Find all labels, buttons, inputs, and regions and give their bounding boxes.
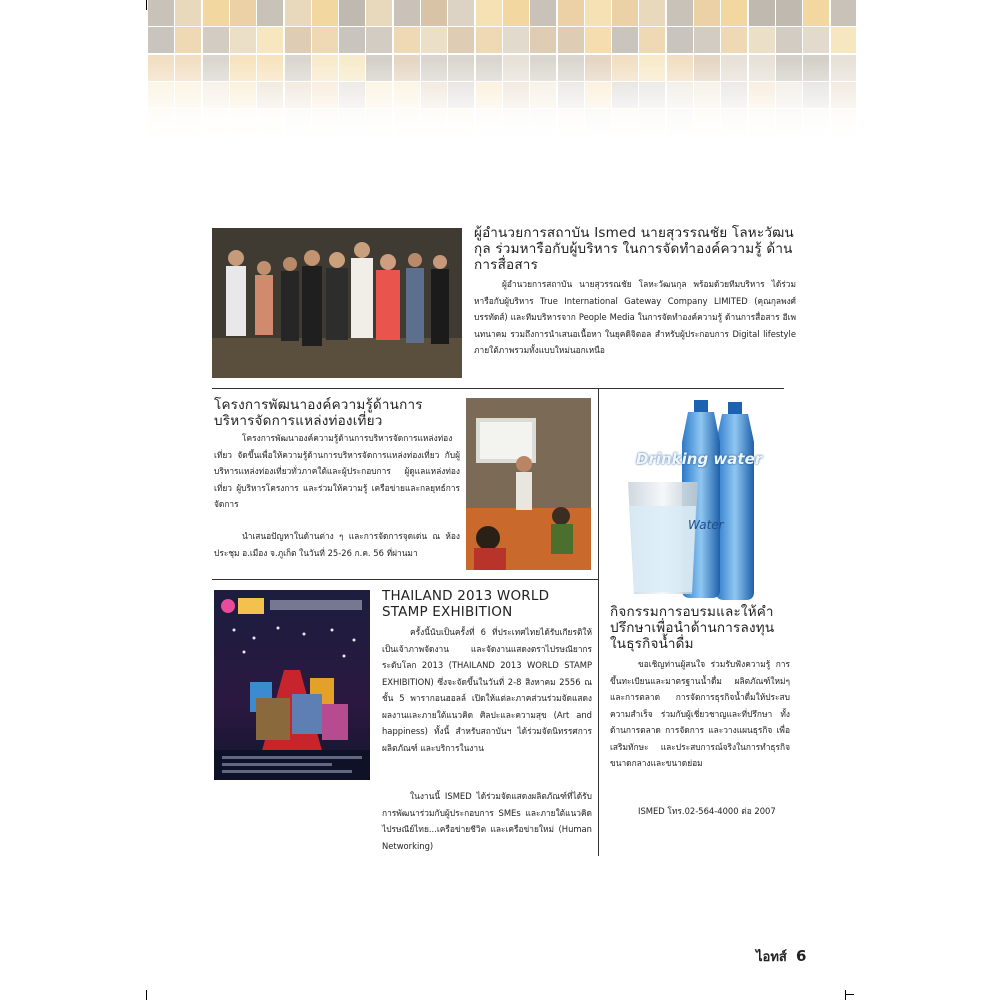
- article1-heading: ผู้อำนวยการสถาบัน Ismed นายสุวรรณชัย โลหะวัฒนกุล ร่วมหารือกับผู้บริหาร ในการจัดทำองค์ความรู้ ด้านการสื่อสาร: [474, 225, 794, 273]
- mosaic-tile: [366, 27, 392, 53]
- mosaic-tile: [339, 0, 365, 26]
- mosaic-tile: [667, 27, 693, 53]
- article2-heading: โครงการพัฒนาองค์ความรู้ด้านการบริหารจัดการแหล่งท่องเที่ยว: [214, 397, 423, 429]
- article2-body: โครงการพัฒนาองค์ความรู้ด้านการบริหารจัดการแหล่งท่องเที่ยว จัดขึ้นเพื่อให้ความรู้ด้านการบริหารจัดการแหล่งท่องเที่ยว กับผู้บริหารแหล่งท่องเที่ยวทั่วภาคใต้และผู้ประกอบการ ผู้ดูแลแหล่งท่องเที่ยว ผู้บริหารโครงการ และร่วมให้ความรู้ เครือข่ายและกลยุทธ์การจัดการ: [214, 433, 460, 509]
- page-number: 6: [795, 947, 807, 965]
- mosaic-tile: [148, 0, 174, 26]
- article4-contact: ISMED โทร.02-564-4000 ต่อ 2007: [638, 806, 776, 816]
- water-label: Water: [688, 518, 724, 532]
- article2-body-continued: นำเสนอปัญหาในด้านต่าง ๆ และการจัดการจุดเด่น ณ ห้องประชุม อ.เมือง จ.ภูเก็ต ในวันที่ 25-26 ก.ค. 56 ที่ผ่านมา: [214, 531, 460, 558]
- footer: [756, 946, 816, 966]
- mosaic-tile: [694, 27, 720, 53]
- mosaic-tile: [285, 0, 311, 26]
- mosaic-tile: [612, 0, 638, 26]
- mosaic-tile: [776, 0, 802, 26]
- article3-heading: THAILAND 2013 WORLD STAMP EXHIBITION: [382, 588, 550, 620]
- crop-mark: [846, 994, 854, 995]
- crop-mark: [146, 990, 147, 1000]
- divider-line: [212, 388, 598, 389]
- footer-brand: ไอทส์: [756, 950, 787, 965]
- mosaic-tile: [312, 0, 338, 26]
- article3-body: ครั้งนี้นับเป็นครั้งที่ 6 ที่ประเทศไทยได้รับเกียรติให้เป็นเจ้าภาพจัดงาน และจัดงานแสดงตราไปรษณียากรระดับโลก 2013 (THAILAND 2013 WORLD STAMP EXHIBITION) ซึ่งจะจัดขึ้นในวันที่ 2-8 สิงหาคม 2556 ณ ชั้น 5 พารากอนฮอลล์ เปิดให้แต่ละภาคส่วนร่วมจัดแสดงผลงานและภายใต้แนวคิด ศิลปะและความสุข (Art and happiness) ทั้งนี้ สำหรับสถาบันฯ ได้ร่วมจัดนิทรรศการ ผลิตภัณฑ์ และบริการในงาน: [382, 627, 592, 753]
- mosaic-tile: [448, 27, 474, 53]
- mosaic-tile: [503, 27, 529, 53]
- mosaic-tile: [667, 0, 693, 26]
- mosaic-tile: [721, 0, 747, 26]
- mosaic-tile: [694, 0, 720, 26]
- drinking-water-label: Drinking water: [636, 450, 763, 468]
- mosaic-tile: [175, 0, 201, 26]
- mosaic-tile: [148, 27, 174, 53]
- mosaic-tile: [421, 0, 447, 26]
- mosaic-tile: [585, 0, 611, 26]
- article4-heading: กิจกรรมการอบรมและให้คำปรึกษาเพื่อนำด้านการลงทุนในธุรกิจน้ำดื่ม: [610, 604, 775, 652]
- mosaic-tile: [776, 27, 802, 53]
- mosaic-tile: [803, 0, 829, 26]
- seminar-photo: [466, 398, 591, 570]
- mosaic-tile: [448, 0, 474, 26]
- stamp-exhibition-poster: [214, 590, 370, 780]
- mosaic-tile: [558, 0, 584, 26]
- mosaic-tile: [339, 27, 365, 53]
- mosaic-tile: [476, 0, 502, 26]
- mosaic-tile: [639, 27, 665, 53]
- mosaic-tile: [721, 27, 747, 53]
- column-divider: [598, 388, 599, 856]
- mosaic-tile: [394, 27, 420, 53]
- mosaic-tile: [203, 0, 229, 26]
- mosaic-tile: [585, 27, 611, 53]
- mosaic-tile: [558, 27, 584, 53]
- mosaic-tile: [503, 0, 529, 26]
- mosaic-tile: [175, 27, 201, 53]
- mosaic-tile: [230, 0, 256, 26]
- divider-line: [598, 388, 784, 389]
- divider-line: [212, 579, 598, 580]
- mosaic-tile: [312, 27, 338, 53]
- drinking-water-photo: [610, 396, 784, 602]
- mosaic-tile: [257, 0, 283, 26]
- mosaic-tile: [366, 0, 392, 26]
- crop-mark: [146, 0, 147, 10]
- mosaic-tile: [230, 27, 256, 53]
- mosaic-tile: [803, 27, 829, 53]
- mosaic-tile: [530, 27, 556, 53]
- mosaic-tile: [257, 27, 283, 53]
- mosaic-tile: [639, 0, 665, 26]
- executives-group-photo: [212, 228, 462, 378]
- mosaic-tile: [831, 27, 857, 53]
- article3-body-continued: ในงานนี้ ISMED ได้ร่วมจัดแสดงผลิตภัณฑ์ที่ได้รับการพัฒนาร่วมกับผู้ประกอบการ SMEs และภายใต้แนวคิด ไปรษณีย์ไทย...เครือข่ายชีวิต และเครือข่ายใหม่ (Human Networking): [382, 791, 592, 851]
- header-mosaic-fade: [148, 60, 856, 140]
- mosaic-tile: [612, 27, 638, 53]
- mosaic-tile: [285, 27, 311, 53]
- mosaic-tile: [530, 0, 556, 26]
- mosaic-tile: [749, 0, 775, 26]
- mosaic-tile: [203, 27, 229, 53]
- mosaic-tile: [421, 27, 447, 53]
- mosaic-tile: [831, 0, 857, 26]
- article4-body: ขอเชิญท่านผู้สนใจ ร่วมรับฟังความรู้ การขึ้นทะเบียนและมาตรฐานน้ำดื่ม ผลิตภัณฑ์ใหม่ๆ และการตลาด การจัดการธุรกิจน้ำดื่มให้ประสบความสำเร็จ ร่วมกับผู้เชี่ยวชาญและที่ปรึกษา ทั้งด้านการตลาด การจัดการ และวางแผนธุรกิจ เพื่อเสริมทักษะ และประสบการณ์จริงในการทำธุรกิจขนาดกลางและขนาดย่อม: [610, 659, 790, 768]
- mosaic-tile: [394, 0, 420, 26]
- mosaic-tile: [749, 27, 775, 53]
- mosaic-tile: [476, 27, 502, 53]
- crop-mark: [845, 990, 846, 1000]
- article1-body: ผู้อำนวยการสถาบัน นายสุวรรณชัย โลหะวัฒนกุล พร้อมด้วยทีมบริหาร ได้ร่วมหารือกับผู้บริหาร True International Gateway Company LIMITED (คุณกุลพงศ์ บรรทัดส์) และทีมบริหารจาก People Media ในการจัดทำองค์ความรู้ ด้านการสื่อสาร อีเพนทนาคม รวมถึงการนำเสนอเนื้อหา ในยุคดิจิตอล สำหรับผู้ประกอบการ Digital lifestyle ภายใต้ภาพรวมทั้งแบบใหม่นอกเหนือ: [474, 279, 796, 355]
